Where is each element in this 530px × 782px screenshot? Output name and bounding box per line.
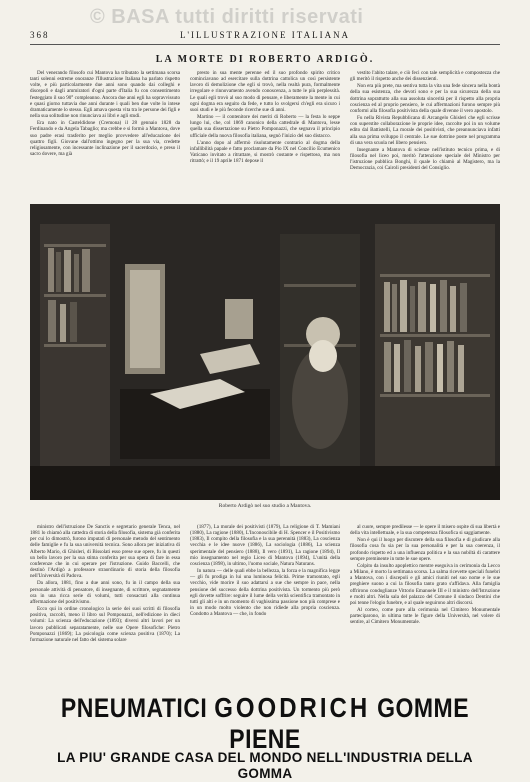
paragraph: Da allora, 1881, fino a due anni sono, fu in il campo della sua personale attività di pensatore, di insegnante, di scrittore, segnatamente ora in una ricca serie di volumi, tutti consacrati alla continua affermazione del positivismo.	[30, 580, 180, 605]
running-title: L'ILLUSTRAZIONE ITALIANA	[179, 30, 351, 40]
column-2-bottom	[190, 524, 340, 692]
column-1-bottom	[30, 524, 180, 692]
article-title: LA MORTE DI ROBERTO ARDIGÒ.	[155, 54, 375, 65]
paragraph: Martino — il contenitore dei meriti di Roberto — la festa lo seppe lungo lui, che, col 1869 canonico della cattedrale di Mantova, lesse quella sua dissertazione su Pietro Pomponazzi, che segnava il principio ufficiale della nuova filosofia italiana, segnò l'inizio del suo distacco.	[190, 114, 340, 139]
column-1-top	[30, 70, 180, 198]
ad-word-left: PNEUMATICI	[60, 693, 208, 723]
photo-illustration	[30, 204, 500, 500]
study-photograph	[30, 204, 500, 500]
ad-tagline: LA PIU' GRANDE CASA DEL MONDO NELL'INDUSTRIA DELLA GOMMA	[57, 750, 473, 781]
paragraph: ministro dell'istruzione De Sanctis e segretario generale Tenca, nel 1881 lo chiamò alla cattedra di storia della filosofia, sistema già conferita per cui lo dimostrò, furono imputati di personale metodo del sentimento delle famiglie e fu la sua università tecnica. Sono allora per iniziativa di Alberto Mario, di Ghisleri, di Bissolati esso prese sue opere, fu in questi un bello lavoro per la sua stima conferita per sua opera di fare in essa conferenze che in cui operare per l'istruzione. Guido Baccelli, che destinò l'Ardigò a professore straordinario di storia della filosofia nell'Università di Padova.	[30, 524, 180, 580]
column-3-top	[350, 70, 500, 198]
paragraph: al cuore, sempre predilesse — le opere il misero ospite di sua libertà e della vita intellettuale, e la sua competenza filosofica si saggiamente.	[350, 524, 500, 537]
page-number: 368	[30, 30, 50, 40]
paragraph: Non è qui il luogo per discutere della sua filosofia e di giudicare alla filosofia cosa fu sia per la sua personalità e per la sua coerenza, il profondo rispetto ed a una influenza politica e la sua nobiltà di carattere sempre preminente in tutte le sue opere.	[350, 537, 500, 562]
column-3-bottom	[350, 524, 500, 692]
paragraph: presto in sua mente perenne ed il suo profondo spirito critico cominciavano ad esercitare sulla dottrina cattolica un così persistente lavoro di demolizione che egli si trovò, nella realtà pura, formalmente irregolare e rinnovamento avendo conoscenza, a tutte le più perplessità. Le quali egli trovò al suo modo di pensare, e liberamente la mente in cui ogni dogma era seguito da fede, e tutto lo svolgersi ch'egli era sicuro i suoi studi e le più feconde ricerche sue di anni.	[190, 70, 340, 113]
watermark: © BASA tutti diritti riservati	[90, 6, 364, 28]
paragraph: Colpito da insulto apoplettico mentre eseguiva in cerimonia da Lecco a Milano, è morto la settimana scorsa. La salma ricevette speciali funebri a Mantova, con i discepoli e gli amici riuniti nel suo nome e le sue preghiere suono a cui la filosofia tanto grato s'affidava. Alla famiglia offrirono condoglianze Vittorio Emanuele III e il ministro dell'Istruzione e molti altri. Nella sala del palazzo del Comune il sindaco Dentini che poi tenne l'elogio funebre, e al quale seguirono altri discorsi.	[350, 562, 500, 606]
paragraph: In natura — delle quali ebbe la bellezza, la forza e la magnifica legge — gli fu prodiga in lui una luminosa felicità. Prime tramontato, egli vecchio, vide morire il suo adattarsi a sue che sempre in pace, nella pensione del successo della dottrina positivista. Un tormento più però egli dovette soffrire: seguire il lume della verità scientifica tramontato in tutti gli alti e in un momento di vaghissima passione non più comprese e in un modo molto violento che non ridiede alla propria coscienza. Condotto a Mantova — che, in fondo	[190, 568, 340, 618]
paragraph: (1877), La morale dei positivisti (1879), La religione di T. Mamiani (1880), La ragione (1880), L'Inconoscibile di H. Spencer e il Positivismo (1883), Il compito della filosofia e la sua perennità (1883), La coscienza vecchia e le idee nuove (1886), La sociologia (1886), La scienza sperimentale del pensiero (1888), Il vero (1891), La ragione (1894), Il mio insegnamento nel regio Liceo di Mantova (1894), L'unità della coscienza (1898), in ultimo, l'uomo sociale, Natura Naturans.	[190, 524, 340, 567]
paragraph: Ecco qui in ordine cronologico la serie dei suoi scritti di filosofia positiva, raccolti, meno il libro sul Pomponazzi, nell'edizione in dieci volumi: La scienza dell'educazione (1893); diversi altri lavori per un lavoro pubblicati separatamente, nelle sue Opere filosofiche: Pietro Pomponazzi (1869); La psicologia come scienza positiva (1870); La formazione naturale nel fatto del sistema solare	[30, 606, 180, 643]
photo-caption: Roberto Ardigò nel suo studio a Mantova.	[218, 503, 312, 509]
paragraph: Non era più prete, ma sentiva tutta la vita una fede sincera nella bontà della sua esistenza, che devoti sono e per la sua sicurezza della sua dottrina soprattutto alla sua assoluta sincerità per il rispetto alla propria coscienza ed al proprio pensiero, le cui affermazioni furono sempre più conformi alla filosofia positivista della quale divenne il vero apostolo.	[350, 83, 500, 114]
column-2-top	[190, 70, 340, 198]
ad-headline	[30, 693, 500, 754]
paragraph: Del venerando filosofo cui Mantova ha tributato la settimana scorsa tanti solenni estreme onoranze l'Illustrazione Italiana ha parlato rispetto volte, e più particolarmente due anni sono quando dai colleghi e discepoli e dagli ammiratori d'ogni parte d'Italia fu con consentimento festeggiato il suo 90° compleanno. Ancora due anni egli ha sopravvissuto e quasi giorno tuttavia due anni durante i quali ben due volte lo intese dramaticamente lo stesso. Egli amava questa vita tra le persone dei figli e nella sua solitudine non rinunciava ai libri e agli studi.	[30, 70, 180, 120]
paragraph: vestito l'abito talare, e ciò feci con tale semplicità e compostezza che gli meritò il rispetto anche dei dissenzienti.	[350, 70, 500, 83]
paragraph: Al corteo, come pure alla cerimonia nel Cimitero Monumentale parteciparono, in ultima tutte le figure della Università, nel volere di sentire, al Cimitero Monumentale.	[350, 607, 500, 626]
ad-brand: GOODRICH	[214, 693, 371, 725]
paragraph: L'anno dopo al affermò risolutamente contrario al dogma della infallibilità papale e fatto proclamare da Pio IX nel Concilio Ecumenico Vaticano invitato a ritrattare, si mostrò costante e rispettoso, ma non ritrattò; e il 19 aprile 1871 depose il	[190, 139, 340, 165]
page-header	[30, 30, 500, 45]
paragraph: Fu nella Rivista Repubblicana di Arcangelo Ghisleri che egli scrisse con superstite collaborazione le proprie idee, raccolte poi in un volume edito dal Battistelli, La morale dei positivisti, che preannunciava infatti alla sua prima sviluppo il centrale. Le sue dottrine poste nel programma di una vera scuola nel libero pensiero.	[350, 115, 500, 146]
paragraph: Era nato in Casteldidone (Cremona) il 28 gennaio 1828 da Ferdinando e da Angela Tabaglio; ma crebbe e si formò a Mantova, dove suo padre erasi trasferito per meglio provvedere all'educazione dei quattro figli. Giovane dall'ottimo ingegno per la sua via, credette religiosamente, con incessante inclinazione per il sacerdozio, e preso il sacro dovere, ma già	[30, 120, 180, 158]
ad-word-right: GOMME PIENE	[229, 693, 470, 754]
goodrich-advertisement	[30, 693, 500, 781]
paragraph: Insegnante a Mantova di scienze nell'istituto tecnico prima, e di filosofia nel liceo poi, meritò l'attenzione speciale del Ministro per l'istruzione pubblica Bonghi, il quale lo chiamò al Magistero, ma la Democrazia, coi Cairoli presidenti del Consiglio.	[350, 146, 500, 172]
